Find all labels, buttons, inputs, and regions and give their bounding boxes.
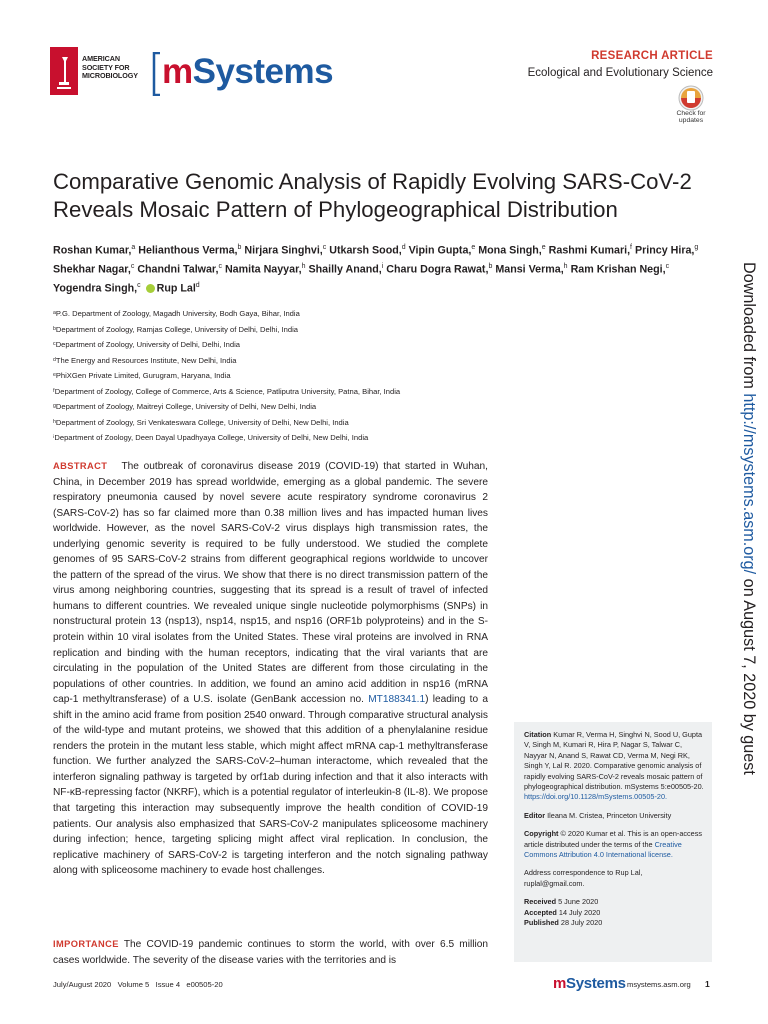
accepted-date: 14 July 2020 xyxy=(558,907,601,917)
citation-doi-link[interactable]: https://doi.org/10.1128/mSystems.00505-20. xyxy=(524,792,668,802)
author-name: Mona Singh, xyxy=(478,244,542,257)
author-affiliation-marker: i xyxy=(381,263,384,271)
affiliation-a: ᵃP.G. Department of Zoology, Magadh University, Bodh Gaya, Bihar, India xyxy=(53,309,300,318)
author-name: Helianthous Verma, xyxy=(138,244,238,257)
author-affiliation-marker: f xyxy=(630,244,632,251)
author-name: Nirjara Singhvi, xyxy=(244,244,323,257)
author-affiliation-marker: c xyxy=(322,244,327,251)
society-name-line2: SOCIETY FOR xyxy=(82,62,130,72)
affiliation-f: ᶠDepartment of Zoology, College of Commerce, Arts & Science, Patliputra University, Patna, Bihar, India xyxy=(53,386,401,396)
affiliation-d: ᵈThe Energy and Resources Institute, New Delhi, India xyxy=(53,355,237,365)
citation-label: Citation xyxy=(524,730,552,739)
author-affiliation-marker: d xyxy=(195,282,200,290)
abstract xyxy=(53,459,488,879)
importance-text: The COVID-19 pandemic continues to storm the world, with over 6.5 million cases worldwide. The severity of the disease varies with the territories and is xyxy=(53,939,488,966)
importance xyxy=(53,937,488,968)
author-name: Shailly Anand, xyxy=(308,263,382,276)
author-affiliation-marker: d xyxy=(401,244,406,251)
affiliation-c: ᶜDepartment of Zoology, University of Delhi, Delhi, India xyxy=(53,340,240,349)
author-name: Vipin Gupta, xyxy=(408,244,472,257)
license-link[interactable]: Creative Commons Attribution 4.0 International license. xyxy=(524,839,682,860)
editor-text: Ileana M. Cristea, Princeton University xyxy=(547,810,672,820)
author-name: Mansi Verma, xyxy=(495,263,564,276)
affiliation-i: ⁱDepartment of Zoology, Deen Dayal Upadhyaya College, University of Delhi, New Delhi, India xyxy=(53,433,369,442)
abstract-text-part1: The outbreak of coronavirus disease 2019 (COVID-19) that started in Wuhan, China, in December 2019 has spread worldwide, emerging as a global pandemic. The severe respiratory pneumonia caused by novel severe acute respiratory syndrome coronavirus 2 (SARS-CoV-2) has so far claimed more than 0.38 million lives and has impacted human lives worldwide. However, as the novel SARS-CoV-2 virus displays high transmission rates, the underlying genomic severity is required to be fully understood. We studied the complete genomes of 95 SARS-CoV-2 strains from different geographical regions worldwide to uncover the pattern of the spread of the virus. We show that there is no direct transmission pattern of the virus among neighboring countries, suggesting that its spread is a result of travel of infected humans to different countries. We revealed unique single nucleotide polymorphisms (SNPs) in nonstructural protein 13 (nsp13), nsp14, nsp15, and nsp16 (ORF1b polyproteins) and in the S-protein within 10 viral isolates from the United States. These viral proteins are involved in RNA replication and binding with the human receptors, indicating that the viral variants that are circulating in the population of the United States are different from those circulating in the populations of other countries. In addition, we found an amino acid addition in nsp16 (mRNA cap-1 methyltransferase) of a U.S. isolate (GenBank accession no. xyxy=(53,461,488,706)
download-note-url[interactable]: http://msystems.asm.org/ xyxy=(740,393,758,575)
author-name: Rashmi Kumari, xyxy=(548,244,631,257)
affiliation-b: ᵇDepartment of Zoology, Ramjas College, University of Delhi, Delhi, India xyxy=(53,324,298,334)
footer-url[interactable]: msystems.asm.org xyxy=(627,980,691,989)
author-affiliation-marker: a xyxy=(131,244,136,251)
author-name: Charu Dogra Rawat, xyxy=(386,263,489,276)
journal-logo-text: Systems xyxy=(192,52,334,91)
citation-text: Kumar R, Verma H, Singhvi N, Sood U, Gupta V, Singh M, Kumari R, Hira P, Nagar S, Talwar C, Nayyar N, Anand S, Rawat CD, Verma M, Negi RK, Singh Y, Lal R. 2020. Comparative genomic analysis of rapidly evolving SARS-CoV-2 reveals mosaic pattern of phylogeographical distribution. mSystems 5:e00505-20. xyxy=(524,730,704,792)
affiliation-g: ᵍDepartment of Zoology, Maitreyi College, University of Delhi, New Delhi, India xyxy=(53,402,317,411)
author-affiliation-marker: h xyxy=(563,263,568,271)
author-name: Chandni Talwar, xyxy=(137,263,219,276)
citation-sidebar xyxy=(524,730,704,929)
society-name-line1: AMERICAN xyxy=(82,54,120,63)
asm-emblem-icon xyxy=(50,47,80,97)
article-title: Comparative Genomic Analysis of Rapidly Evolving SARS-CoV-2 Reveals Mosaic Pattern of Phylogeographical Distribution xyxy=(53,169,692,222)
author-affiliation-marker: c xyxy=(137,282,141,290)
copyright-label: Copyright xyxy=(524,829,559,839)
author-name: Namita Nayyar, xyxy=(224,263,302,276)
asm-logo xyxy=(50,47,148,97)
author-name: Ram Krishan Negi, xyxy=(570,263,666,276)
check-updates-line2: updates xyxy=(678,117,704,125)
footer-journal-logo[interactable] xyxy=(553,975,626,992)
author-name: Yogendra Singh, xyxy=(53,282,138,295)
affiliation-h: ʰDepartment of Zoology, Sri Venkateswara College, University of Delhi, New Delhi, India xyxy=(53,417,349,427)
abstract-label: ABSTRACT xyxy=(53,461,108,471)
footer-issue-info: July/August 2020 Volume 5 Issue 4 e00505-20 xyxy=(53,980,223,989)
published-label: Published xyxy=(524,918,559,928)
affiliation-e: ᵉPhiXGen Private Limited, Gurugram, Haryana, India xyxy=(53,371,231,380)
check-updates-icon xyxy=(669,84,713,112)
copyright-text: © 2020 Kumar et al. This is an open-access article distributed under the terms of the xyxy=(524,829,703,849)
genbank-accession-link[interactable]: MT188341.1 xyxy=(368,694,426,706)
footer-logo-text: Systems xyxy=(566,975,626,992)
author-name: Roshan Kumar, xyxy=(53,244,132,257)
published-date: 28 July 2020 xyxy=(560,918,603,928)
author-affiliation-marker: b xyxy=(237,244,242,251)
journal-logo[interactable] xyxy=(152,50,334,96)
article-type: RESEARCH ARTICLE xyxy=(591,50,713,62)
importance-label: IMPORTANCE xyxy=(53,939,119,949)
author-affiliation-marker: c xyxy=(665,263,670,271)
download-note-suffix: on August 7, 2020 by guest xyxy=(740,574,758,775)
author-name: Princy Hira, xyxy=(634,244,695,257)
abstract-text-part2: ) leading to a shift in the amino acid frame from position 2540 onward. Through comparative structural analysis of the wild-type and mutant proteins, we showed that this addition of a phenylalanine residue renders the protein in the mutant less stable, which might affect mRNA cap-1 methyltransferase function. We further analyzed the SARS-CoV-2–human interactome, which revealed that the interferon signaling pathway is targeted by orf1ab during infection and that it also interacts with NF-κB-repressing factor (NKRF), which is a potential regulator of interleukin-8 (IL-8). We propose that targeting this interaction may subsequently improve the health condition of COVID-19 patients. Our analysis also emphasized that SARS-CoV-2 manipulates spliceosome machinery during infection; hence, targeting splicing might affect viral replication. In conclusion, the replicative machinery of SARS-CoV-2 is targeting interferon and the notch signaling pathway along with spliceosome machinery to evade host challenges. xyxy=(53,694,488,877)
author-affiliation-marker: c xyxy=(130,263,135,271)
journal-logo-m: m xyxy=(162,52,193,91)
editor-label: Editor xyxy=(524,810,546,820)
affiliations xyxy=(53,306,573,446)
check-updates-line1: Check for xyxy=(676,110,706,117)
author-name: Utkarsh Sood, xyxy=(329,244,402,257)
received-label: Received xyxy=(524,897,557,907)
author-affiliation-marker: e xyxy=(541,244,546,251)
orcid-icon[interactable] xyxy=(146,284,155,293)
author-name: Shekhar Nagar, xyxy=(53,263,131,276)
subject-category: Ecological and Evolutionary Science xyxy=(527,67,713,79)
page-number: 1 xyxy=(705,979,710,989)
society-name-line3: MICROBIOLOGY xyxy=(82,71,138,81)
download-note-prefix: Downloaded from xyxy=(740,262,758,394)
author-affiliation-marker: g xyxy=(694,244,699,251)
footer-logo-m: m xyxy=(553,975,567,992)
author-affiliation-marker: e xyxy=(471,244,476,251)
author-list xyxy=(53,240,703,297)
correspondence: Address correspondence to Rup Lal, ruplal@gmail.com. xyxy=(524,868,643,888)
received-date: 5 June 2020 xyxy=(558,897,599,907)
author-affiliation-marker: c xyxy=(218,263,222,271)
author-name: Rup Lal xyxy=(156,282,196,295)
check-updates-label xyxy=(669,110,713,124)
author-affiliation-marker: b xyxy=(488,263,493,271)
accepted-label: Accepted xyxy=(524,907,557,917)
download-note xyxy=(739,262,758,775)
logo-bracket-icon xyxy=(152,52,162,96)
author-affiliation-marker: h xyxy=(301,263,306,271)
